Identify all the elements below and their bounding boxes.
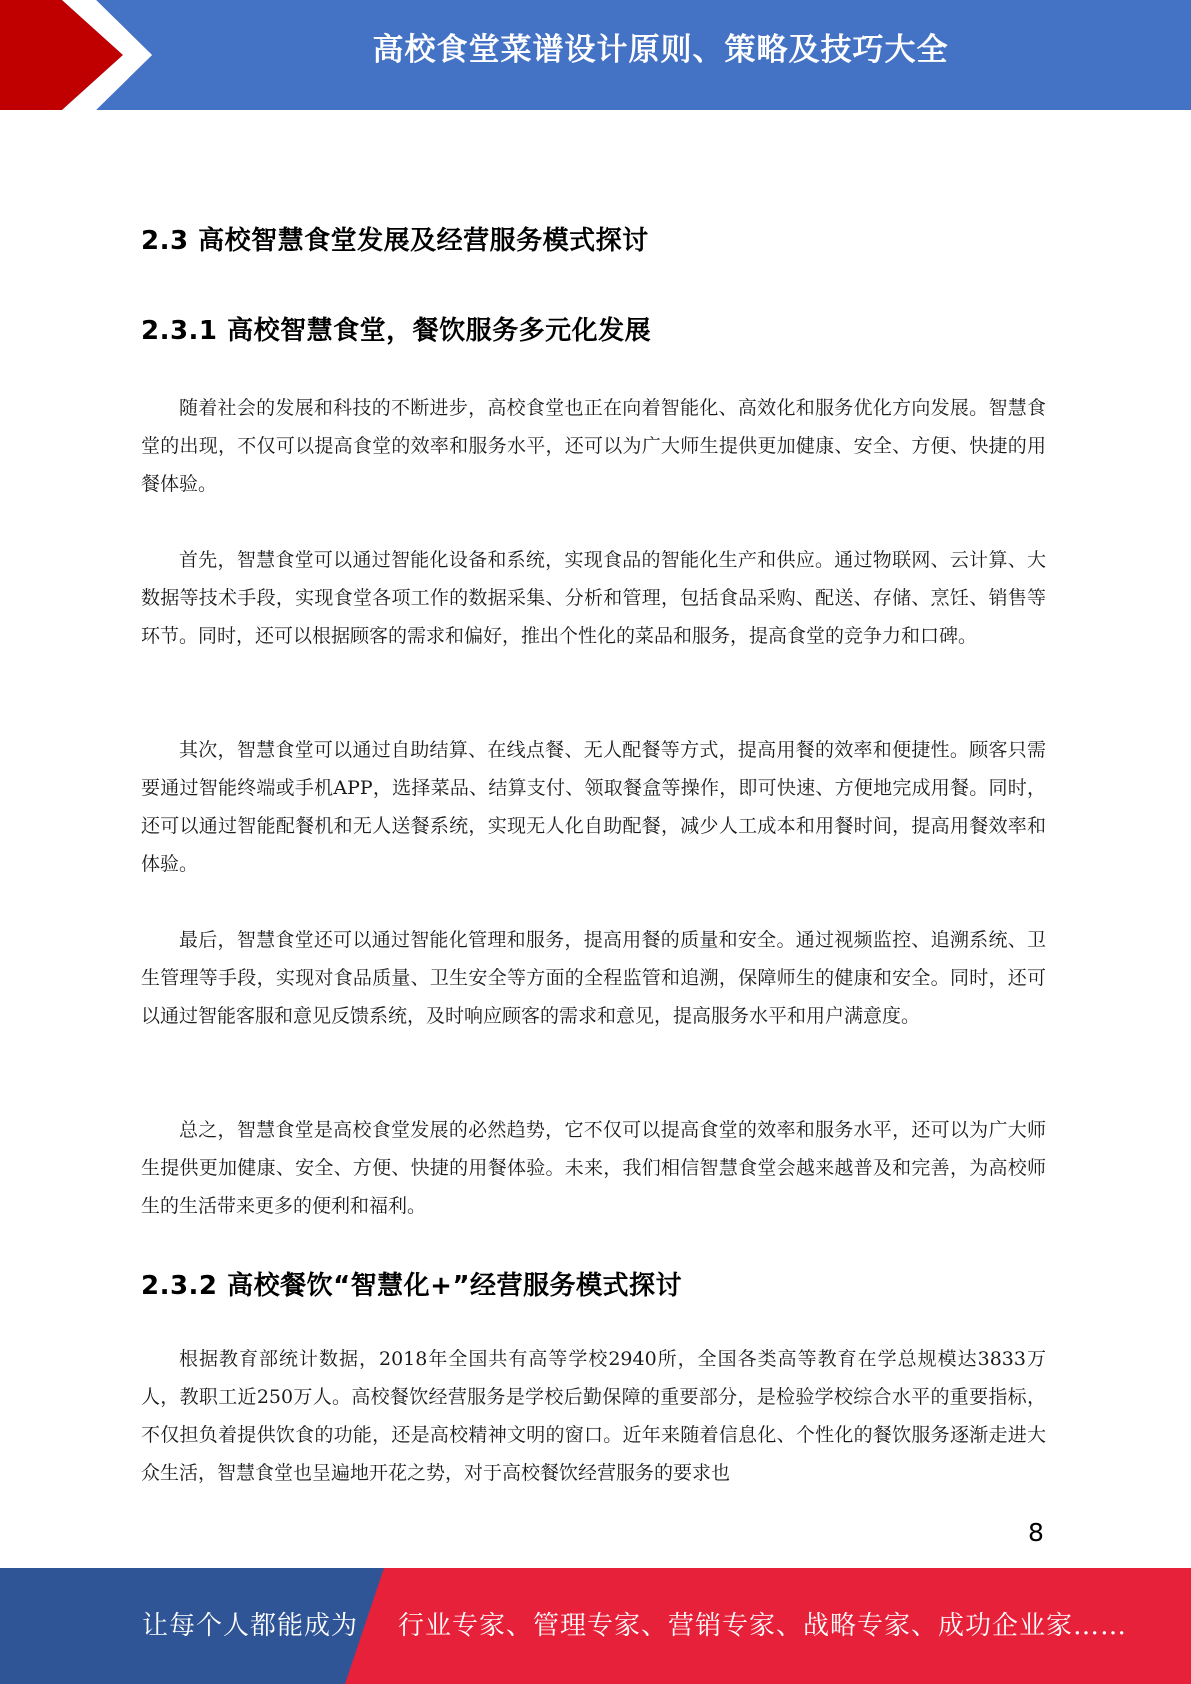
paragraph-finally: 最后，智慧食堂还可以通过智能化管理和服务，提高用餐的质量和安全。通过视频监控、追溯系统、卫生管理等手段，实现对食品质量、卫生安全等方面的全程监管和追溯，保障师生的健康和安全。同时，还可以通过智能客服和意见反馈系统，及时响应顾客的需求和意见，提高服务水平和用户满意度。: [141, 929, 1046, 1027]
page-footer: [0, 1568, 1191, 1684]
footer-slogan-right: 行业专家、管理专家、营销专家、战略专家、成功企业家……: [398, 1611, 1128, 1641]
paragraph-intro: 随着社会的发展和科技的不断进步，高校食堂也正在向着智能化、高效化和服务优化方向发展。智慧食堂的出现，不仅可以提高食堂的效率和服务水平，还可以为广大师生提供更加健康、安全、方便、快捷的用餐体验。: [141, 397, 1046, 495]
section-heading-2-3-1: 2.3.1 高校智慧食堂，餐饮服务多元化发展: [141, 316, 652, 346]
section-heading-2-3: 2.3 高校智慧食堂发展及经营服务模式探讨: [141, 226, 649, 256]
paragraph-summary: 总之，智慧食堂是高校食堂发展的必然趋势，它不仅可以提高食堂的效率和服务水平，还可以为广大师生提供更加健康、安全、方便、快捷的用餐体验。未来，我们相信智慧食堂会越来越普及和完善，为高校师生的生活带来更多的便利和福利。: [141, 1119, 1046, 1217]
document-title: 高校食堂菜谱设计原则、策略及技巧大全: [372, 32, 949, 68]
section-heading-2-3-2: 2.3.2 高校餐饮“智慧化+”经营服务模式探讨: [141, 1271, 683, 1301]
paragraph-first: 首先，智慧食堂可以通过智能化设备和系统，实现食品的智能化生产和供应。通过物联网、云计算、大数据等技术手段，实现食堂各项工作的数据采集、分析和管理，包括食品采购、配送、存储、烹饪、销售等环节。同时，还可以根据顾客的需求和偏好，推出个性化的菜品和服务，提高食堂的竞争力和口碑。: [141, 549, 1046, 647]
page-number: 8: [1028, 1518, 1044, 1547]
paragraph-second: 其次，智慧食堂可以通过自助结算、在线点餐、无人配餐等方式，提高用餐的效率和便捷性。顾客只需要通过智能终端或手机APP，选择菜品、结算支付、领取餐盒等操作，即可快速、方便地完成用餐。同时，还可以通过智能配餐机和无人送餐系统，实现无人化自助配餐，减少人工成本和用餐时间，提高用餐效率和体验。: [141, 739, 1046, 875]
footer-slogan-left: 让每个人都能成为: [142, 1611, 359, 1641]
page-header: [0, 0, 1191, 110]
paragraph-statistics: 根据教育部统计数据，2018年全国共有高等学校2940所，全国各类高等教育在学总规模达3833万人，教职工近250万人。高校餐饮经营服务是学校后勤保障的重要部分，是检验学校综合水平的重要指标，不仅担负着提供饮食的功能，还是高校精神文明的窗口。近年来随着信息化、个性化的餐饮服务逐渐走进大众生活，智慧食堂也呈遍地开花之势，对于高校餐饮经营服务的要求也: [141, 1348, 1046, 1484]
